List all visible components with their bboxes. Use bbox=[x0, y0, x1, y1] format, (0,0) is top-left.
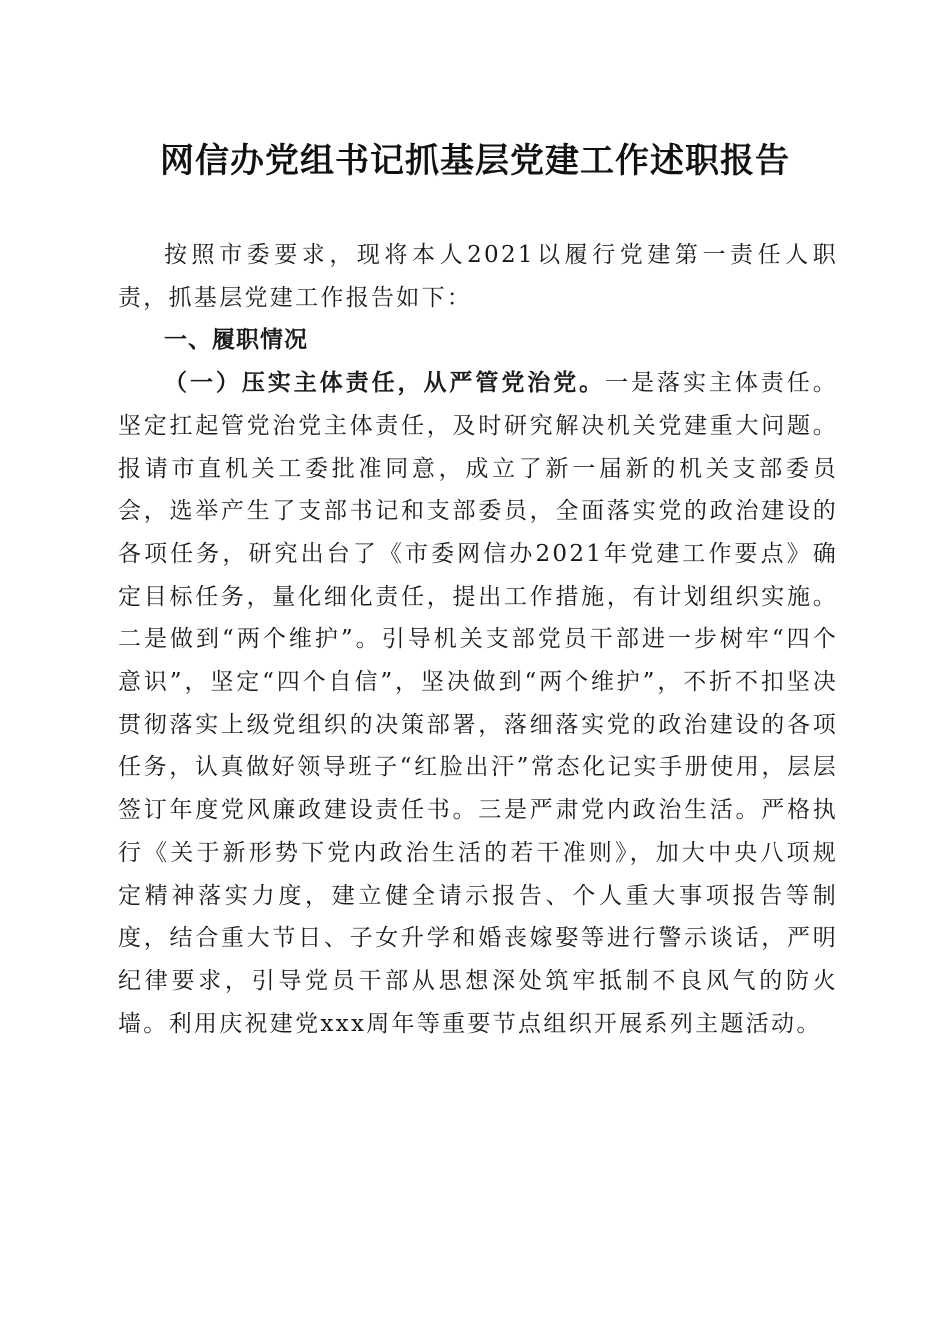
subsection-paragraph bbox=[118, 362, 838, 1045]
section-heading: 一、履职情况 bbox=[164, 327, 308, 354]
intro-paragraph: 按照市委要求，现将本人2021以履行党建第一责任人职责，抓基层党建工作报告如下： bbox=[118, 242, 838, 311]
subsection-heading: （一）压实主体责任，从严管党治党。 bbox=[164, 370, 606, 397]
subsection-body: 一是落实主体责任。坚定扛起管党治党主体责任，及时研究解决机关党建重大问题。报请市直机关工委批准同意，成立了新一届新的机关支部委员会，选举产生了支部书记和支部委员，全面落实党的政治建设的各项任务，研究出台了《市委网信办2021年党建工作要点》确定目标任务，量化细化责任，提出工作措施，有计划组织实施。二是做到“两个维护”。引导机关支部党员干部进一步树牢“四个意识”，坚定“四个自信”，坚决做到“两个维护”，不折不扣坚决贯彻落实上级党组织的决策部署，落细落实党的政治建设的各项任务，认真做好领导班子“红脸出汗”常态化记实手册使用，层层签订年度党风廉政建设责任书。三是严肃党内政治生活。严格执行《关于新形势下党内政治生活的若干准则》，加大中央八项规定精神落实力度，建立健全请示报告、个人重大事项报告等制度，结合重大节日、子女升学和婚丧嫁娶等进行警示谈话，严明纪律要求，引导党员干部从思想深处筑牢抵制不良风气的防火墙。利用庆祝建党xxx周年等重要节点组织开展系列主题活动。 bbox=[118, 370, 838, 1037]
document-title: 网信办党组书记抓基层党建工作述职报告 bbox=[160, 141, 790, 181]
document-body bbox=[118, 234, 838, 1045]
